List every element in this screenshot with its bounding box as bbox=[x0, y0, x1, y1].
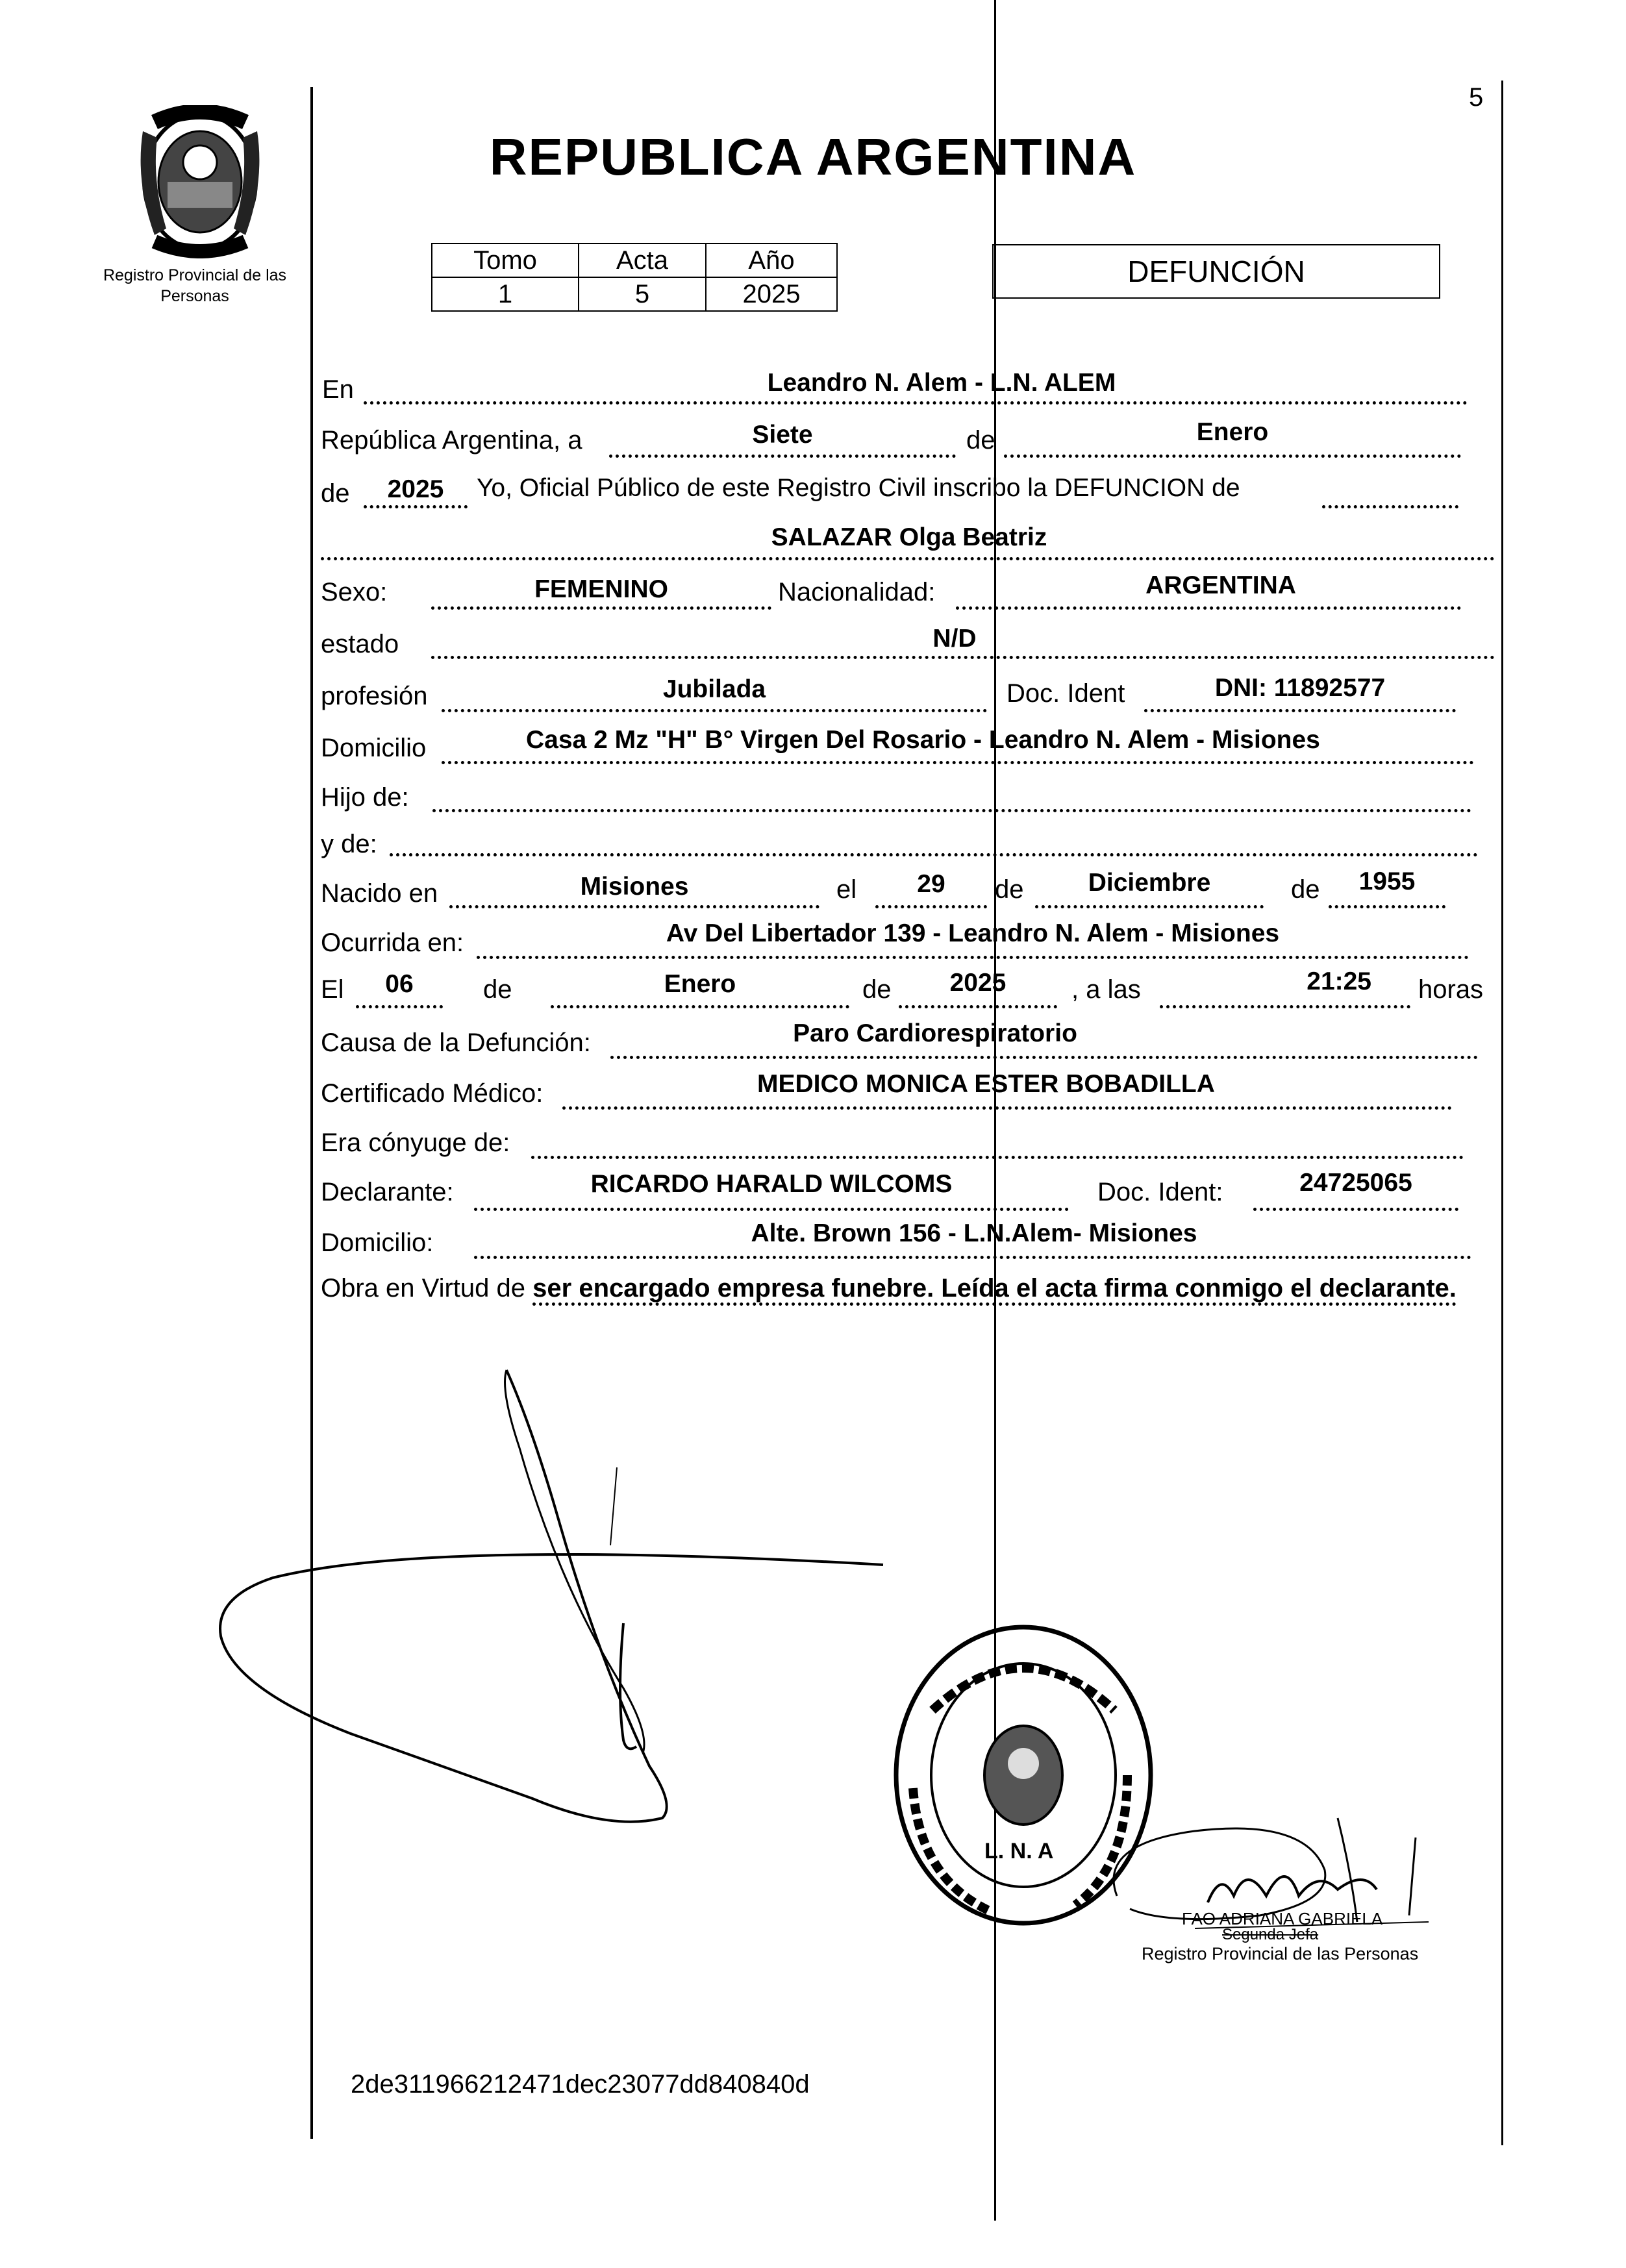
dotted-line bbox=[390, 853, 1478, 856]
dotted-line bbox=[1035, 905, 1264, 908]
label-en: En bbox=[322, 375, 354, 404]
nacionalidad-value: ARGENTINA bbox=[1145, 571, 1296, 599]
label-el-cap: El bbox=[321, 975, 344, 1004]
domicilio-value: Casa 2 Mz "H" B° Virgen Del Rosario - Leandro N. Alem - Misiones bbox=[526, 726, 1320, 754]
label-horas: horas bbox=[1418, 975, 1484, 1004]
dotted-line bbox=[364, 505, 468, 508]
label-yo-oficial: Yo, Oficial Público de este Registro Civil inscribo la DEFUNCION de bbox=[477, 474, 1240, 502]
anio-header: Año bbox=[706, 243, 837, 277]
dotted-line bbox=[610, 1056, 1478, 1059]
dotted-line bbox=[356, 1005, 443, 1008]
label-conyuge: Era cónyuge de: bbox=[321, 1128, 510, 1157]
dotted-line bbox=[321, 557, 1495, 560]
dia-acta-value: Siete bbox=[752, 421, 813, 449]
book-reference-table bbox=[431, 243, 838, 312]
declarant-signature bbox=[195, 1351, 909, 1844]
label-obra: Obra en Virtud de bbox=[321, 1274, 526, 1302]
label-domicilio: Domicilio bbox=[321, 734, 427, 762]
mes-acta-value: Enero bbox=[1196, 418, 1269, 446]
nac-mes-value: Diciembre bbox=[1088, 869, 1211, 897]
localidad-value: Leandro N. Alem - L.N. ALEM bbox=[767, 369, 1116, 397]
tomo-header: Tomo bbox=[432, 243, 579, 277]
record-type-box: DEFUNCIÓN bbox=[992, 244, 1440, 299]
label-domicilio-declarante: Domicilio: bbox=[321, 1228, 434, 1257]
label-de: de bbox=[995, 875, 1024, 904]
page-title: REPUBLICA ARGENTINA bbox=[489, 128, 1137, 186]
label-declarante: Declarante: bbox=[321, 1178, 454, 1206]
dotted-line bbox=[474, 1208, 1069, 1211]
anio-acta-value: 2025 bbox=[387, 475, 444, 503]
label-sexo: Sexo: bbox=[321, 578, 388, 606]
dotted-line bbox=[474, 1256, 1471, 1259]
label-certificado: Certificado Médico: bbox=[321, 1079, 544, 1108]
estado-value: N/D bbox=[932, 625, 977, 653]
label-de: de bbox=[483, 975, 512, 1004]
obra-virtud-value: ser encargado empresa funebre. Leída el acta firma conmigo el declarante. bbox=[532, 1274, 1457, 1306]
dotted-line bbox=[1160, 1005, 1410, 1008]
dotted-line bbox=[442, 761, 1474, 764]
acta-header: Acta bbox=[579, 243, 706, 277]
label-nacido-en: Nacido en bbox=[321, 879, 438, 908]
label-estado: estado bbox=[321, 630, 399, 658]
causa-value: Paro Cardiorespiratorio bbox=[793, 1019, 1077, 1047]
official-org: Registro Provincial de las Personas bbox=[1142, 1944, 1419, 1963]
deceased-name-value: SALAZAR Olga Beatriz bbox=[771, 523, 1047, 551]
tomo-value: 1 bbox=[432, 277, 579, 311]
label-hijo-de: Hijo de: bbox=[321, 783, 409, 812]
dotted-line bbox=[1329, 905, 1445, 908]
profesion-value: Jubilada bbox=[662, 675, 766, 703]
nac-dia-value: 29 bbox=[917, 870, 945, 898]
dotted-line bbox=[442, 709, 987, 712]
dotted-line bbox=[1253, 1208, 1458, 1211]
dotted-line bbox=[531, 1156, 1464, 1159]
stamp-city-letters: L. N. A bbox=[984, 1839, 1054, 1863]
dotted-line bbox=[431, 656, 1495, 659]
label-de: de bbox=[321, 479, 350, 508]
dotted-line bbox=[1004, 455, 1461, 458]
dotted-line bbox=[449, 905, 819, 908]
label-profesion: profesión bbox=[321, 682, 428, 710]
label-doc-ident-declarante: Doc. Ident: bbox=[1097, 1178, 1223, 1206]
declarante-value: RICARDO HARALD WILCOMS bbox=[590, 1170, 953, 1198]
certificado-value: MEDICO MONICA ESTER BOBADILLA bbox=[757, 1070, 1215, 1098]
official-name: FAO ADRIANA GABRIELA bbox=[1182, 1909, 1383, 1928]
dotted-line bbox=[875, 905, 987, 908]
def-anio-value: 2025 bbox=[949, 969, 1007, 997]
declarante-domicilio-value: Alte. Brown 156 - L.N.Alem- Misiones bbox=[751, 1219, 1197, 1247]
def-mes-value: Enero bbox=[664, 970, 736, 998]
dotted-line bbox=[956, 606, 1461, 610]
label-doc-ident: Doc. Ident bbox=[1007, 679, 1125, 708]
right-margin-rule bbox=[1501, 81, 1503, 2145]
dotted-line bbox=[364, 401, 1468, 405]
obra-en-virtud-paragraph bbox=[321, 1267, 1495, 1309]
declarante-doc-value: 24725065 bbox=[1299, 1169, 1412, 1197]
dotted-line bbox=[431, 606, 771, 610]
label-y-de: y de: bbox=[321, 830, 377, 858]
dotted-line bbox=[1144, 709, 1456, 712]
dotted-line bbox=[899, 1005, 1057, 1008]
page-number: 5 bbox=[1469, 83, 1484, 112]
acta-value: 5 bbox=[579, 277, 706, 311]
dotted-line bbox=[562, 1106, 1452, 1110]
registry-label: Registro Provincial de las Personas bbox=[103, 266, 287, 305]
dotted-line bbox=[609, 455, 956, 458]
official-role: Segunda Jefa bbox=[1222, 1926, 1319, 1943]
dotted-line bbox=[551, 1005, 849, 1008]
document-hash: 2de311966212471dec23077dd840840d bbox=[351, 2070, 810, 2099]
dotted-line bbox=[477, 956, 1469, 959]
label-a-las: , a las bbox=[1071, 975, 1141, 1004]
label-de: de bbox=[862, 975, 892, 1004]
nac-anio-value: 1955 bbox=[1358, 867, 1416, 895]
anio-value: 2025 bbox=[706, 277, 837, 311]
nacido-en-value: Misiones bbox=[580, 873, 689, 901]
ocurrida-en-value: Av Del Libertador 139 - Leandro N. Alem - Misiones bbox=[666, 919, 1280, 947]
dni-value: DNI: 11892577 bbox=[1214, 674, 1386, 702]
label-nacionalidad: Nacionalidad: bbox=[778, 578, 936, 606]
label-de: de bbox=[966, 426, 995, 455]
def-hora-value: 21:25 bbox=[1307, 967, 1371, 995]
label-causa: Causa de la Defunción: bbox=[321, 1028, 591, 1057]
label-republica: República Argentina, a bbox=[321, 426, 582, 455]
def-dia-value: 06 bbox=[385, 970, 414, 998]
dotted-line bbox=[1322, 505, 1458, 508]
sexo-value: FEMENINO bbox=[534, 575, 668, 603]
label-el: el bbox=[836, 875, 857, 904]
label-de: de bbox=[1291, 875, 1320, 904]
dotted-line bbox=[432, 809, 1471, 812]
label-ocurrida-en: Ocurrida en: bbox=[321, 928, 464, 957]
